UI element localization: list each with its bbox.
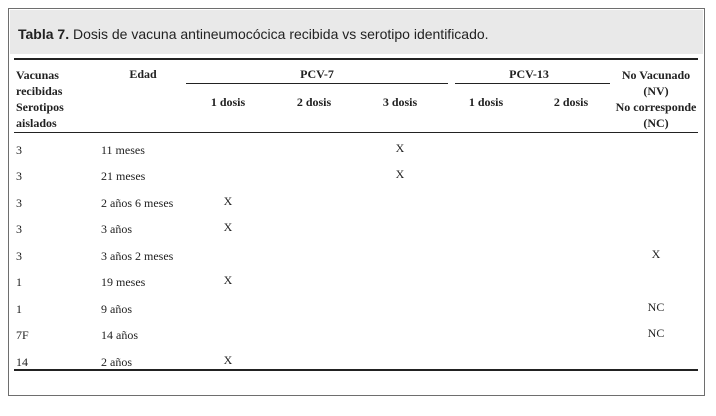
subheader-pcv7-1-dosis: 1 dosis [210, 95, 246, 109]
header-bottom-rule [14, 132, 698, 133]
header-pcv7: PCV-7 [300, 67, 334, 81]
subheader-pcv7-3-dosis: 3 dosis [382, 95, 418, 109]
header-pcv13: PCV-13 [509, 67, 549, 81]
row-edad: 11 meses [101, 143, 145, 157]
header-nv-line2: (NV) [643, 84, 669, 98]
header-vacunas-serotipos [16, 67, 96, 131]
header-vacunas: Vacunas [16, 68, 59, 82]
row-mark: NC [647, 326, 665, 340]
row-edad: 14 años [101, 328, 138, 342]
pcv7-underline [186, 83, 448, 84]
header-edad: Edad [129, 67, 157, 81]
row-serotipo: 3 [16, 222, 22, 236]
row-serotipo: 3 [16, 249, 22, 263]
header-recibidas: recibidas [16, 84, 63, 98]
caption-label: Tabla 7. [18, 26, 70, 42]
caption-text: Dosis de vacuna antineumocócica recibida vs serotipo identificado. [69, 26, 489, 42]
header-nv-line1: No Vacunado [621, 68, 691, 82]
row-serotipo: 1 [16, 275, 22, 289]
row-edad: 2 años [101, 355, 132, 369]
row-mark: X [651, 247, 661, 261]
row-mark: X [223, 273, 233, 287]
row-serotipo: 7F [16, 328, 29, 342]
row-mark: X [395, 141, 405, 155]
header-serotipos: Serotipos [16, 100, 64, 114]
table-caption [18, 26, 489, 42]
row-mark: X [223, 220, 233, 234]
subheader-pcv7-2-dosis: 2 dosis [296, 95, 332, 109]
bottom-rule [14, 369, 698, 371]
row-serotipo: 14 [16, 355, 28, 369]
row-serotipo: 3 [16, 196, 22, 210]
row-mark: NC [647, 300, 665, 314]
row-serotipo: 3 [16, 143, 22, 157]
row-mark: X [223, 194, 233, 208]
row-edad: 2 años 6 meses [101, 196, 174, 210]
row-edad: 3 años 2 meses [101, 249, 174, 263]
row-mark: X [223, 353, 233, 367]
header-nv-line4: (NC) [643, 116, 669, 130]
row-edad: 9 años [101, 302, 132, 316]
row-serotipo: 1 [16, 302, 22, 316]
row-mark: X [395, 167, 405, 181]
header-no-vacunado [601, 67, 711, 131]
subheader-pcv13-1-dosis: 1 dosis [468, 95, 504, 109]
row-serotipo: 3 [16, 169, 22, 183]
top-rule [14, 58, 698, 60]
title-band [10, 10, 703, 54]
row-edad: 19 meses [101, 275, 146, 289]
row-edad: 3 años [101, 222, 132, 236]
header-aislados: aislados [16, 116, 57, 130]
row-edad: 21 meses [101, 169, 146, 183]
header-nv-line3: No corresponde [615, 100, 697, 114]
pcv13-underline [455, 83, 610, 84]
subheader-pcv13-2-dosis: 2 dosis [553, 95, 589, 109]
